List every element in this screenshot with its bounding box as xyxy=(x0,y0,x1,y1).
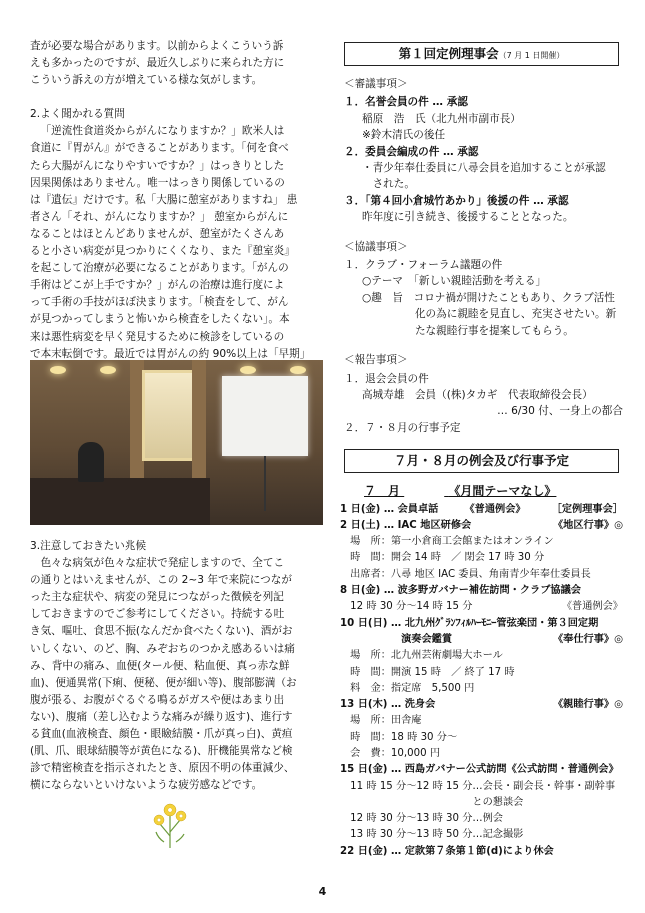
schedule-row-text: 会 費：10,000 円 xyxy=(340,747,441,759)
schedule-row-category: 《親睦行事》◎ xyxy=(552,699,623,711)
report-line-1: 高城寿雄 会員（(株)タカギ 代表取締役会長） xyxy=(362,388,593,401)
schedule-row-text: 13 日(木) … 洗身会 xyxy=(340,699,436,711)
deliberation-list xyxy=(340,94,623,225)
schedule-row-category: 《奉仕行事》◎ xyxy=(552,633,623,645)
flower-illustration-icon xyxy=(150,796,190,848)
discussion-heading: ＜協議事項＞ xyxy=(344,240,408,253)
section2-line: を起こして治療が必要になることがあります。「がんの xyxy=(30,262,289,275)
schedule-row-text: 22 日(金) … 定款第７条第１節(d)により休会 xyxy=(340,845,554,857)
deliberation-item-line: された。 xyxy=(362,178,415,191)
section2-line: で本末転倒です。最近では胃がんの約 90%以上は「早期」 xyxy=(30,347,311,360)
schedule-row xyxy=(340,599,623,615)
schedule-row xyxy=(340,534,623,550)
schedule-title-box: ７月・８月の例会及び行事予定 xyxy=(344,449,619,473)
section3-line: いしくない、のど、胸、みぞおちのつかえ感あるいは痛 xyxy=(30,642,295,655)
section3-line: る貧血(血液検査、顔色・眼瞼結膜・爪が真っ白)、黄疸 xyxy=(30,728,293,741)
section3-line: の通りとはいえませんが、この 2~3 年で来院につなが xyxy=(30,574,292,587)
schedule-row-text: 8 日(金) … 波多野ガバナー補佐訪問・クラブ協議会 xyxy=(340,585,581,597)
report-line-2: … 6/30 付、一身上の都合 xyxy=(497,405,623,418)
projector-screen xyxy=(222,376,308,456)
section2-line: って手術の手技がほぼ決まります。「検査をして、がん xyxy=(30,296,289,309)
schedule-row xyxy=(340,648,623,664)
schedule-row xyxy=(340,502,623,518)
schedule-row xyxy=(340,779,623,795)
schedule-row-text: 2 日(土) … IAC 地区研修会 xyxy=(340,519,472,531)
deliberation-item-title: １．名誉会員の件 … 承認 xyxy=(344,96,468,109)
schedule-row-text: 13 時 30 分～13 時 50 分…記念撮影 xyxy=(340,829,524,841)
section3-line: ない)、腹痛（差し込むような痛みが繰り返す)、進行す xyxy=(30,710,293,723)
schedule-row xyxy=(340,550,623,566)
section2-line: 来は悪性病変を早く発見するために検診をしているの xyxy=(30,330,285,343)
report-title: １．退会会員の件 xyxy=(344,372,429,385)
article-part2 xyxy=(30,538,323,794)
section3-line: 腹が張る、お腹がぐるぐる鳴るがガスや便はあまり出 xyxy=(30,693,285,706)
page-number: 4 xyxy=(318,885,327,898)
report-heading: ＜報告事項＞ xyxy=(344,354,408,367)
schedule-row-category: 《地区行事》◎ xyxy=(552,519,623,531)
discussion-line: ○テーマ 「新しい親睦活動を考える」 xyxy=(362,275,547,288)
section2-line: なることはほとんどありませんが、憩室がたくさんあ xyxy=(30,227,285,240)
deliberation-heading: ＜審議事項＞ xyxy=(344,78,408,90)
schedule-row-text: との懇談会 xyxy=(340,796,524,808)
schedule-row-text: 10 日(日) … 北九州ｸﾞﾗﾝﾌｨﾙﾊｰﾓﾆｰ管弦楽団・第３回定期 xyxy=(340,617,599,629)
discussion-line: たな親睦行事を提案してもらう。 xyxy=(362,324,574,337)
section2-line: 手術はどこが上手ですか？」がんの治療は進行度によ xyxy=(30,279,285,292)
schedule-list xyxy=(340,502,623,861)
section2-line: 食道に『胃がん』ができることがあります。「何を食べ xyxy=(30,142,289,155)
schedule-row-text: 11 時 15 分～12 時 15 分…会長・副会長・幹事・副幹事 xyxy=(340,780,616,792)
section3-line: った主な症状や、病変の発見につながった徴候を列記 xyxy=(30,591,284,604)
deliberation-item-line: 稲原 浩 氏（北九州市副市長） xyxy=(362,112,521,125)
intro-line: えも多かったのですが、最近久しぶりに来られた方に xyxy=(30,57,285,70)
intro-line: 査が必要な場合があります。以前からよくこういう訴 xyxy=(30,40,284,52)
schedule-row xyxy=(340,827,623,843)
schedule-row xyxy=(340,616,623,632)
schedule-row xyxy=(340,567,623,583)
deliberation-item-title: ３．「第４回小倉城竹あかり」後援の件 … 承認 xyxy=(344,194,569,207)
schedule-row xyxy=(340,811,623,827)
schedule-row-text: 時 間：開演 15 時 ／ 終了 17 時 xyxy=(340,666,515,678)
discussion-title: １．クラブ・フォーラム議題の件 xyxy=(344,259,503,272)
schedule-row xyxy=(340,583,623,599)
schedule-row xyxy=(340,795,623,811)
schedule-row-text: 12 時 30 分～14 時 15 分 xyxy=(340,601,473,613)
schedule-row xyxy=(340,632,623,648)
schedule-row-text: 料 金：指定席 5,500 円 xyxy=(340,682,475,694)
schedule-row-category: ［定例理事会］ xyxy=(551,503,623,515)
schedule-row-text: 出席者：八尋 地区 IAC 委員、角南青少年奉仕委員長 xyxy=(340,568,591,580)
schedule-row xyxy=(340,697,623,713)
schedule-row xyxy=(340,713,623,729)
section3-line: 色々な病気が色々な症状で発症しますので、全てこ xyxy=(40,557,285,570)
schedule-row-type: 《普通例会》 xyxy=(464,503,526,515)
schedule-row xyxy=(340,730,623,746)
report-item-2: ２．７・８月の行事予定 xyxy=(344,421,461,434)
intro-line: こういう訴えの方が増えている様な気がします。 xyxy=(30,74,263,87)
section2-body xyxy=(30,123,320,397)
schedule-row-text: 演奏会鑑賞 xyxy=(340,633,453,645)
schedule-row xyxy=(340,665,623,681)
deliberation-item-line: 昨年度に引き続き、後援することとなった。 xyxy=(362,211,574,224)
section3-line: 血)、便通異常(下痢、便秘、便が細い等)、腹部膨満（お xyxy=(30,676,297,689)
section2-line: 「逆流性食道炎からがんになりますか？」欧米人は xyxy=(40,125,285,138)
schedule-row-text: 場 所：田舎庵 xyxy=(340,715,422,727)
section3-line: き気、嘔吐、食思不振(なんだか食べたくない)、酒がお xyxy=(30,625,293,638)
section2-line: 者さん「それ、がんになりますか？」 憩室からがんに xyxy=(30,210,289,223)
lecture-photo xyxy=(30,360,323,525)
section2-line: 因果関係はありません。唯一はっきり関係しているの xyxy=(30,176,285,189)
schedule-row-text: 1 日(金) … 会員卓話 xyxy=(340,503,439,515)
article-part1 xyxy=(30,38,320,397)
schedule-row-category: 《普通例会》 xyxy=(561,601,623,613)
schedule-row xyxy=(340,762,623,778)
schedule-row-text: 時 間：18 時 30 分～ xyxy=(340,731,458,743)
section2-line: ると小さい病変が見つかりにくくなり、また『憩室炎』 xyxy=(30,245,295,258)
schedule-row xyxy=(340,844,623,860)
board-meeting-title-box: 第１回定例理事会（7 月 1 日開催） xyxy=(344,42,619,66)
section3-line: しておきますのでご参考にしてください。持続する吐 xyxy=(30,608,285,621)
section2-line: たら大腸がんになりやすいですか？」はっきりとした xyxy=(30,159,285,172)
schedule-row-text: 場 所：北九州芸術劇場大ホール xyxy=(340,650,503,662)
discussion-line: ○趣 旨 コロナ禍が開けたこともあり、クラブ活性 xyxy=(362,291,615,304)
section2-line: は『遺伝』だけです。私「大腸に憩室がありますね」 患 xyxy=(30,193,298,206)
deliberation-item-line: ※鈴木清氏の後任 xyxy=(362,129,446,142)
schedule-row-text: 時 間：開会 14 時 ／ 閉会 17 時 30 分 xyxy=(340,552,545,564)
section2-title: 2.よく聞かれる質問 xyxy=(30,108,125,121)
section2-line: が見つかってしまうと怖いから検査をしたくない」。本 xyxy=(30,313,290,326)
schedule-row xyxy=(340,681,623,697)
discussion-line: 化の為に親睦を見直し、充実させたい。新 xyxy=(362,308,617,321)
section3-line: 診で精密検査を指示されたとき、原因不明の体重減少、 xyxy=(30,762,295,775)
section3-line: み、背中の痛み、血便(タール便、粘血便、真っ赤な鮮 xyxy=(30,659,290,672)
schedule-row-text: 12 時 30 分～13 時 30 分…例会 xyxy=(340,813,503,825)
speaker-figure xyxy=(78,442,104,482)
schedule-row xyxy=(340,746,623,762)
schedule-row xyxy=(340,518,623,534)
meeting-report xyxy=(340,38,623,860)
schedule-row-text: 場 所：第一小倉商工会館またはオンライン xyxy=(340,536,554,548)
deliberation-item-title: ２．委員会編成の件 … 承認 xyxy=(344,145,479,158)
month-heading: ７ 月 《月間テーマなし》 xyxy=(364,484,557,499)
section3-line: 横にならないといけないような疲労感などです。 xyxy=(30,779,263,792)
discussion-lines xyxy=(340,273,623,339)
intro-paragraph xyxy=(30,38,320,89)
schedule-row-text: 15 日(金) … 西島ガバナー公式訪問《公式訪問・普通例会》 xyxy=(340,764,619,776)
section3-line: (肌、爪、眼球結膜等が黄色になる)、肝機能異常など検 xyxy=(30,745,293,758)
deliberation-item-line: ・青少年奉仕委員に八尋会員を追加することが承認 xyxy=(362,162,606,175)
section3-body xyxy=(30,555,323,794)
section3-title: 3.注意しておきたい兆候 xyxy=(30,540,147,552)
